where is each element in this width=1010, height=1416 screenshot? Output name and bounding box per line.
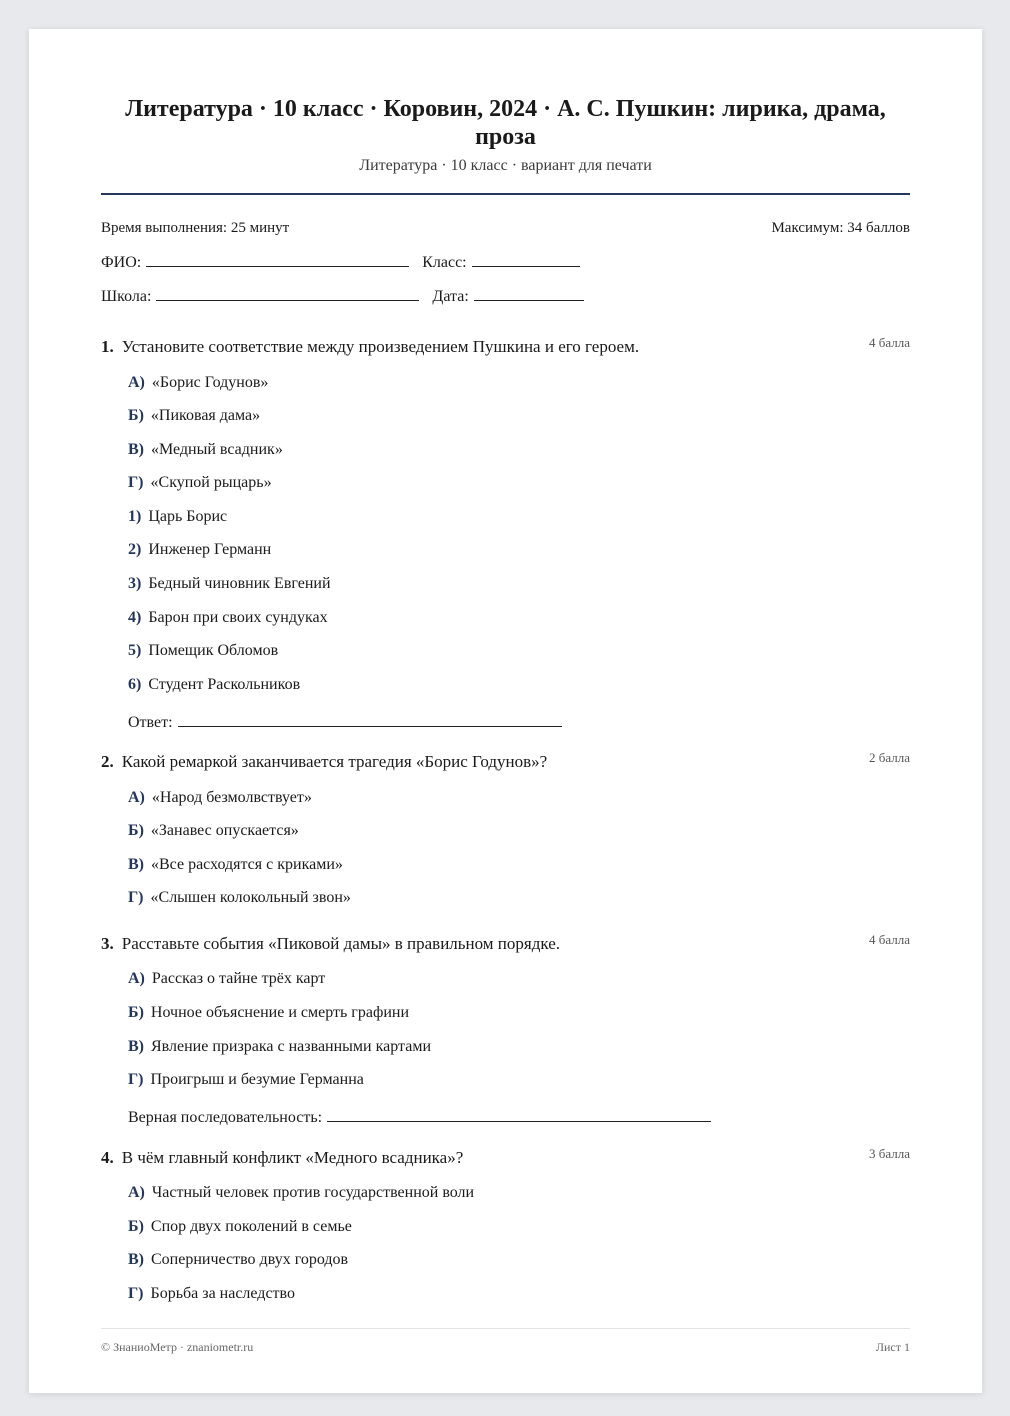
option-letter: А) [128,1184,145,1201]
option-item [128,541,271,559]
option-item [128,856,343,874]
worksheet-page [29,29,982,1393]
option-text: Бедный чиновник Евгений [148,575,331,592]
footer-page-number: Лист 1 [875,1340,910,1354]
option-letter: В) [128,856,144,873]
option-letter: Б) [128,407,144,424]
fio-input-line[interactable] [146,252,409,267]
question-points: 3 балла [869,1146,910,1161]
school-date-row [101,286,597,306]
option-text: «Медный всадник» [151,441,283,458]
max-score: Максимум: 34 баллов [771,220,910,236]
option-text: «Все расходятся с криками» [151,856,343,873]
option-letter: Б) [128,1004,144,1021]
option-text: Соперничество двух городов [151,1251,349,1268]
option-text: «Борис Годунов» [151,374,269,391]
option-text: Рассказ о тайне трёх карт [151,970,326,987]
class-label: Класс: [422,254,467,271]
option-letter: Г) [128,474,144,491]
sequence-answer-row [128,1105,724,1127]
option-item [128,1071,364,1089]
time-limit: Время выполнения: 25 минут [101,220,290,236]
option-text: «Народ безмолвствует» [151,789,312,806]
option-letter: Г) [128,1285,144,1302]
option-item [128,1285,295,1303]
option-item [128,1004,409,1022]
fio-label: ФИО: [101,254,142,271]
question-text: Установите соответствие между произведением Пушкина и его героем. [121,337,640,356]
question-points: 4 балла [869,335,910,350]
option-letter: 1) [128,508,142,525]
option-item [128,676,300,694]
answer-row [128,710,575,732]
option-item [128,1184,474,1202]
footer-divider [101,1328,910,1329]
question-number: 1. [101,337,114,356]
option-letter: А) [128,789,145,806]
option-item [128,822,299,840]
option-letter: А) [128,374,145,391]
option-text: «Скупой рыцарь» [150,474,272,491]
question-number: 4. [101,1148,114,1167]
option-letter: 3) [128,575,142,592]
date-input-line[interactable] [474,286,584,301]
option-text: Помещик Обломов [148,642,279,659]
option-text: Царь Борис [148,508,228,525]
question-points: 4 балла [869,932,910,947]
question-points: 2 балла [869,750,910,765]
footer-copyright: © ЗнаниоМетр · znaniometr.ru [101,1340,254,1354]
answer-input-line[interactable] [178,710,562,727]
question-number: 3. [101,934,114,953]
question-2-header [101,752,910,772]
option-letter: В) [128,441,144,458]
option-item [128,642,278,660]
option-letter: Г) [128,1071,144,1088]
sequence-input-line[interactable] [327,1105,711,1122]
school-label: Школа: [101,288,152,305]
option-text: Ночное объяснение и смерть графини [150,1004,410,1021]
option-letter: В) [128,1038,144,1055]
option-item [128,374,268,392]
option-item [128,474,272,492]
option-letter: 4) [128,609,142,626]
header-divider [101,193,910,195]
option-item [128,441,283,459]
option-letter: 5) [128,642,142,659]
name-class-row [101,252,593,272]
option-text: «Слышен колокольный звон» [150,889,351,906]
option-text: Инженер Германн [148,541,272,558]
question-text: Расставьте события «Пиковой дамы» в правильном порядке. [121,934,561,953]
question-1-header [101,337,910,357]
option-letter: А) [128,970,145,987]
date-label: Дата: [432,288,469,305]
option-letter: В) [128,1251,144,1268]
page-title: Литература · 10 класс · Коровин, 2024 · А. С. Пушкин: лирика, драма, проза [125,96,886,150]
question-3-header [101,934,910,954]
option-text: Студент Раскольников [148,676,301,693]
option-item [128,1218,352,1236]
option-item [128,1038,431,1056]
option-text: «Занавес опускается» [150,822,299,839]
option-letter: 2) [128,541,142,558]
option-text: Проигрыш и безумие Германна [150,1071,364,1088]
option-item [128,508,227,526]
option-item [128,1251,348,1269]
sequence-label: Верная последовательность: [128,1109,323,1126]
option-item [128,575,331,593]
page-subtitle: Литература · 10 класс · вариант для печати [359,157,652,174]
option-item [128,789,312,807]
option-text: Явление призрака с названными картами [151,1038,431,1055]
option-letter: 6) [128,676,142,693]
option-letter: Г) [128,889,144,906]
option-text: Борьба за наследство [150,1285,295,1302]
option-item [128,609,328,627]
option-text: Частный человек против государственной воли [151,1184,475,1201]
answer-label: Ответ: [128,714,173,731]
class-input-line[interactable] [472,252,580,267]
option-letter: Б) [128,1218,144,1235]
option-text: «Пиковая дама» [150,407,261,424]
option-text: Барон при своих сундуках [148,609,328,626]
question-text: Какой ремаркой заканчивается трагедия «Борис Годунов»? [121,752,548,771]
option-text: Спор двух поколений в семье [150,1218,352,1235]
question-text: В чём главный конфликт «Медного всадника»? [121,1148,464,1167]
school-input-line[interactable] [156,286,419,301]
option-item [128,407,260,425]
option-letter: Б) [128,822,144,839]
option-item [128,970,325,988]
question-number: 2. [101,752,114,771]
option-item [128,889,351,907]
question-4-header [101,1148,910,1168]
